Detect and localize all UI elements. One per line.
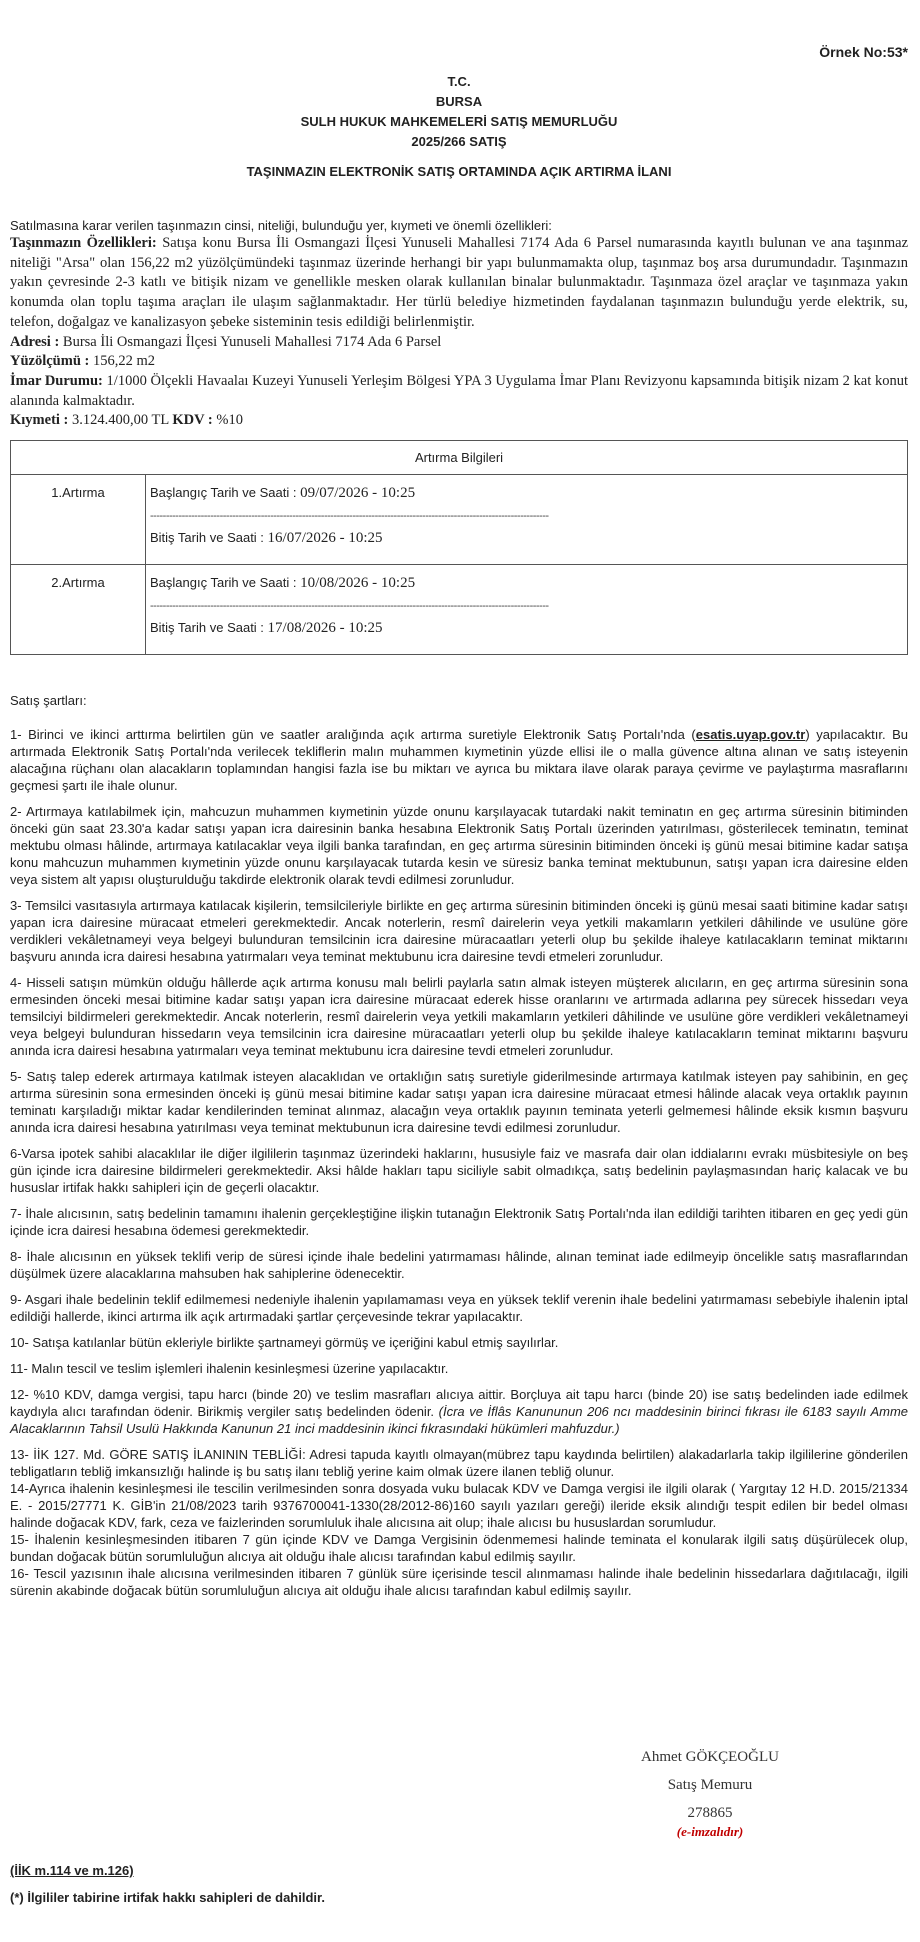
kdv-text: %10	[212, 412, 243, 429]
start-label: Başlangıç Tarih ve Saati :	[150, 575, 301, 590]
e-signature-note: (e-imzalıdır)	[676, 1824, 744, 1839]
start-label: Başlangıç Tarih ve Saati :	[150, 485, 301, 500]
term-4: 4- Hisseli satışın mümkün olduğu hâllerde açık artırma konusu malı belirli paylarla satın almak isteyen müşterek alıcıların, en geç artırma süresinin sona ermesinden önceki mesai bitimine kadar satışı yapan icra dairesine müracaat ederek hisse oranlarını ve artırmada adlarına pey sürecek hissedarı veya temsilciyi bildirmeleri gerekmektedir. Ancak noterlerin, resmî dairelerin veya yetkili makamların yetkileri dâhilinde ve usulüne göre verdikleri vekâletnameyi veya belgeyi bulunduran hissedarın veya temsilcinin icra dairesine müracaatları yeterli olup bu şekilde ihaleye katılacakların teminat miktarını başvuru anında icra dairesi hesabına yatırmaları veya teminat mektubunu icra dairesine tevdi etmeleri zorunludur.	[10, 975, 908, 1058]
sample-number: Örnek No:53*	[819, 44, 908, 60]
officer-name: Ahmet GÖKÇEOĞLU	[641, 1749, 779, 1765]
property-area	[10, 352, 908, 372]
footnote: (*) İlgililer tabirine irtifak hakkı sahipleri de dahildir.	[10, 1890, 325, 1905]
address-label: Adresi :	[10, 333, 60, 350]
term-14: 14-Ayrıca ihalenin kesinleşmesi ile tescilin verilmesinden sonra dosyada vuku bulacak KDV ve Damga vergisi ile ilgili olarak ( Yargıtay 12 H.D. 2015/21334 E. - 2015/27771 K. GİB'in 21/08/2023 tarih 9376700041-1330(28/2012-86)160 sayılı yazıları gereği) ileride eksik alındığı tespit edilen bir bedel olması halinde doğacak KDV, fark, ceza ve faizlerinden sorumluluk ihale alıcısına ait olup; ihale alıcısı bu hususlardan sorumludur.	[10, 1481, 908, 1530]
auction-end	[150, 620, 903, 636]
start-value: 09/07/2026 - 10:25	[300, 485, 416, 501]
auction-table-header: Artırma Bilgileri	[11, 441, 908, 475]
auction-start	[150, 575, 903, 591]
city-label: BURSA	[435, 94, 483, 109]
term-13: 13- İİK 127. Md. GÖRE SATIŞ İLANININ TEBLİĞİ: Adresi tapuda kayıtlı olmayan(mübrez tapu kaydında belirtilen) alakadarlarla takip ilgililerine gönderilen tebligatların tebliğ imkansızlığı halinde iş bu satış ilanı tebliğ yerine kaim olmak üzere ilanen tebliğ olunur.	[10, 1447, 908, 1479]
auction-end	[150, 530, 903, 546]
term-12: 12- %10 KDV, damga vergisi, tapu harcı (binde 20) ve teslim masrafları alıcıya aittir. Borçluya ait tapu harcı (binde 20) ise satış bedelinden iade edilmek kaydıyla alıcı tarafından ödenir. Birikmiş vergiler satış bedelinden ödenir. (İcra ve İflâs Kanununun 206 ncı maddesinin birinci fıkrası ile 6183 sayılı Amme Alacaklarının Tahsil Usulü Hakkında Kanunun 21 inci maddesinin ikinci fıkrasındaki hükümleri mahfuzdur.)	[10, 1387, 908, 1436]
end-label: Bitiş Tarih ve Saati :	[150, 530, 268, 545]
announcement-title: TAŞINMAZIN ELEKTRONİK SATIŞ ORTAMINDA AÇIK ARTIRMA İLANI	[246, 164, 672, 179]
divider-dashes: ------------------------------------------------------------------------------------------------------------------------------	[150, 510, 549, 522]
area-label: Yüzölçümü :	[10, 353, 90, 370]
auction-start	[150, 485, 903, 501]
term-3: 3- Temsilci vasıtasıyla artırmaya katılacak kişilerin, temsilcileriyle birlikte en geç artırma süresinin bitiminden önceki iş günü mesai saati bitimine kadar satışı yapan icra dairesine müracaat etmeleri gerekmektedir. Ancak noterlerin, resmî dairelerin veya yetkili makamların yetkileri dâhilinde ve usulüne göre verdikleri vekâletnameyi veya belgeyi bulunduran temsilcinin icra dairesine müracaatları yeterli olup bu şekilde ihaleye katılacakların teminat miktarını başvuru anında icra dairesi hesabına yatırmaları veya teminat mektubunu icra dairesine tevdi etmeleri zorunludur.	[10, 898, 908, 964]
features-text: Satışa konu Bursa İli Osmangazi İlçesi Yunuseli Mahallesi 7174 Ada 6 Parsel numarasında kayıtlı bulunan ve ana taşınmaz niteliği "Arsa" olan 156,22 m2 yüzölçümündeki taşınmaz üzerinde herhangi bir yapı bulunmamakta olup, taşınmaz boş arsa durumundadır. Taşınmazın yakın çevresinde 2-3 katlı ve bitişik nizam ve genellikle mesken olarak kullanılan binalar bulunmaktadır. Taşınmaza özel araçlar ve taşınmaza yakın konumda olan toplu taşıma araçları ile ulaşım sağlanmaktadır. Her türlü belediye hizmetinden faydalanan taşınmazın bulunduğu yerde elektrik, su, telefon, doğalgaz ve kanalizasyon şebeke sisteminin tesis edildiği belirlenmiştir.	[10, 235, 909, 330]
end-label: Bitiş Tarih ve Saati :	[150, 620, 268, 635]
sale-terms	[10, 692, 908, 1599]
start-value: 10/08/2026 - 10:25	[300, 575, 416, 591]
file-number: 2025/266 SATIŞ	[411, 134, 507, 149]
term-10: 10- Satışa katılanlar bütün ekleriyle birlikte şartnameyi görmüş ve içeriğini kabul etmiş sayılırlar.	[10, 1335, 559, 1350]
signature-block	[610, 1743, 810, 1827]
divider-dashes: ------------------------------------------------------------------------------------------------------------------------------	[150, 600, 549, 612]
term-15: 15- İhalenin kesinleşmesinden itibaren 7 gün içinde KDV ve Damga Vergisinin ödenmemesi halinde teminata el konularak ilgili satış düşürülecek olup, bundan doğacak bütün sorumluluğun alıcıya ait olduğu ihale alıcısı tarafından kabul edilmiş sayılır.	[10, 1532, 908, 1564]
law-reference: (İİK m.114 ve m.126)	[10, 1863, 134, 1878]
intro-text: Satılmasına karar verilen taşınmazın cinsi, niteliği, bulunduğu yer, kıymeti ve önemli özellikleri:	[10, 218, 552, 233]
value-label: Kıymeti :	[10, 412, 69, 429]
property-value	[10, 411, 908, 431]
area-text: 156,22 m2	[89, 353, 156, 370]
auction-table	[10, 440, 908, 655]
zoning-text: 1/1000 Ölçekli Havaalaı Kuzeyi Yunuseli Yerleşim Bölgesi YPA 3 Uygulama İmar Planı Revizyonu kapsamında bitişik nizam 2 kat konut alanında kalmaktadır.	[10, 372, 908, 409]
property-address	[10, 333, 908, 353]
term-16: 16- Tescil yazısının ihale alıcısına verilmesinden itibaren 7 günlük süre içerisinde tescil alınmaması halinde ihale bedelinin hissedarlara dağıtılacağı, ilgili sürenin akabinde doğacak bütün sorumluluğun alıcıya ait olduğu ihale alıcısı tarafından kabul edilmiş sayılır.	[10, 1566, 908, 1598]
property-section	[10, 217, 908, 431]
officer-title: Satış Memuru	[667, 1777, 753, 1793]
auction-round-label: 2.Artırma	[11, 565, 146, 655]
term-9: 9- Asgari ihale bedelinin teklif edilmemesi nedeniyle ihalenin yapılamaması veya en yüksek teklif verenin ihale bedelini yatırmaması sebebiyle ihalenin iptal edildiği hallerde, ikinci artırma ilk açık artırmadaki şartlar çerçevesinde tekrar yapılacaktır.	[10, 1292, 908, 1324]
term-7: 7- İhale alıcısının, satış bedelinin tamamını ihalenin gerçekleştiğine ilişkin tutanağın Elektronik Satış Portalı'nda ilan edildiği tarihten itibaren en geç yedi gün içinde icra dairesi hesabına ödemesi gerekmektedir.	[10, 1206, 908, 1238]
kdv-label: KDV :	[172, 412, 213, 429]
auction-row-2	[11, 565, 908, 655]
term-8: 8- İhale alıcısının en yüksek teklifi verip de süresi içinde ihale bedelini yatırmaması hâlinde, alınan teminat iade edilmeyip öncelikle satış masraflarından düşülmek üzere alacaklarına mahsuben hak sahiplerine ödenecektir.	[10, 1249, 908, 1281]
term-11: 11- Malın tescil ve teslim işlemleri ihalenin kesinleşmesi üzerine yapılacaktır.	[10, 1361, 449, 1376]
officer-number: 278865	[687, 1805, 733, 1821]
auction-row-1	[11, 475, 908, 565]
features-label: Taşınmazın Özellikleri:	[10, 235, 157, 251]
end-value: 17/08/2026 - 10:25	[267, 620, 383, 636]
document-heading	[10, 72, 908, 182]
term-2: 2- Artırmaya katılabilmek için, mahcuzun muhammen kıymetinin yüzde onunu karşılayacak tutardaki nakit teminatın en geç artırma süresinin bitiminden önceki gün saat 23.30'a kadar satışı yapan icra dairesinin banka hesabına Elektronik Satış Portalı üzerinden yatırılması, gösterilecek teminatın, teminat mektubu olması hâlinde, artırmaya katılacaklar veya ilgili banka tarafından, en geç artırma süresinin bitiminden önceki iş günü mesai bitimine kadar satışa konu mahcuzun muhammen kıymetinin yüzde onunu karşılayacak tutarda kesin ve süresiz banka teminat mektubunun, satışı yapan icra dairesine elden veya sistem alt yapısı oluşturulduğu takdirde elektronik olarak tevdi edilmesi zorunludur.	[10, 804, 908, 887]
end-value: 16/07/2026 - 10:25	[267, 530, 383, 546]
republic-label: T.C.	[447, 74, 471, 89]
property-zoning	[10, 372, 908, 411]
term-5: 5- Satış talep ederek artırmaya katılmak isteyen alacaklıdan ve ortaklığın satış suretiyle giderilmesinde artırmaya katılmak isteyen pay sahibinin, en geç artırma süresinin sona ermesinden önceki iş günü mesai bitimine kadar satışı yapan icra dairesine müracaat etmesi hâlinde alacak veya ortaklık payının teminatı karşıladığı miktar kadar kendilerinden teminat alınmaz, alacağın veya ortaklık payının teminata yeterli gelmemesi hâlinde eksik kısmın başvuru anında icra dairesi hesabına yatırılması veya teminat mektubunun icra dairesine tevdi edilmesi zorunludur.	[10, 1069, 908, 1135]
terms-heading: Satış şartları:	[10, 693, 87, 708]
office-name: SULH HUKUK MAHKEMELERİ SATIŞ MEMURLUĞU	[300, 114, 618, 129]
term-6: 6-Varsa ipotek sahibi alacaklılar ile diğer ilgililerin taşınmaz üzerindeki haklarını, hususiyle faiz ve masrafa dair olan iddialarını evrakı müsbitesiyle on beş gün içinde icra dairesine bildirmeleri gerekmektedir. Aksi hâlde hakları tapu siciliyle sabit olmadıkça, satış bedelinin paylaşmasından hariç kalacak ve bu hususlar irtifak hakkı sahipleri için de geçerli olacaktır.	[10, 1146, 908, 1195]
auction-round-label: 1.Artırma	[11, 475, 146, 565]
property-details	[10, 234, 908, 431]
term-12-legal-note: (İcra ve İflâs Kanununun 206 ncı maddesinin birinci fıkrası ile 6183 sayılı Amme Alacaklarının Tahsil Usulü Hakkında Kanunun 21 inci maddesinin ikinci fıkrasındaki hükümleri mahfuzdur.)	[10, 1404, 908, 1436]
property-features	[10, 234, 908, 333]
value-text: 3.124.400,00 TL	[68, 412, 173, 429]
zoning-label: İmar Durumu:	[10, 372, 103, 389]
address-text: Bursa İli Osmangazi İlçesi Yunuseli Mahallesi 7174 Ada 6 Parsel	[59, 333, 442, 350]
term-1: 1- Birinci ve ikinci arttırma belirtilen gün ve saatler aralığında açık artırma suretiyle Elektronik Satış Portalı'nda (esatis.uyap.gov.tr) yapılacaktır. Bu artırmada Elektronik Satış Portalı'nda verilecek tekliflerin malın muhammen kıymetinin yüzde ellisi ile o malla güvence altına alınan ve satış isteyenin alacağına rüçhanı olan alacakların toplamından hangisi fazla ise bu miktarı ve ayrıca bu miktara ilave olarak paraya çevirme ve paylaştırma masraflarını geçmesi şartı ile ihale olunur.	[10, 727, 908, 793]
esatis-link[interactable]: esatis.uyap.gov.tr	[695, 727, 806, 742]
